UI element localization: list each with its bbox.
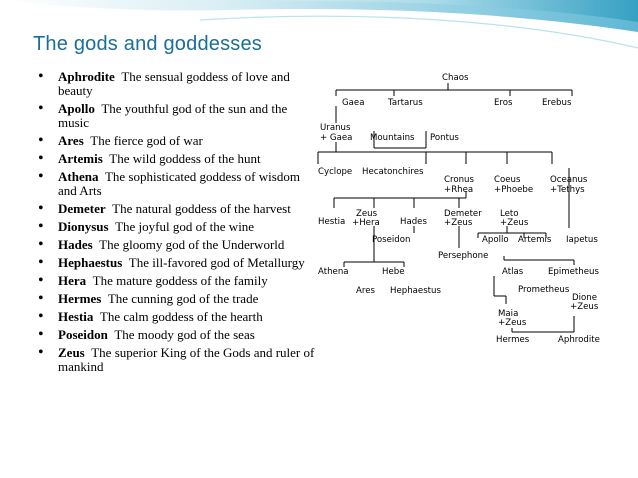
tree-node: +Rhea xyxy=(444,185,474,195)
tree-node: Ares xyxy=(356,286,375,296)
list-item xyxy=(36,152,316,166)
list-item xyxy=(36,256,316,270)
god-name: Hephaestus xyxy=(58,255,123,270)
tree-node: Hebe xyxy=(382,267,405,277)
tree-node: Eros xyxy=(494,98,513,108)
tree-node: Dione xyxy=(572,293,597,303)
tree-node: +Zeus xyxy=(444,218,473,228)
bullet-icon: • xyxy=(38,254,44,271)
tree-node: Hades xyxy=(400,217,427,227)
tree-node: +Hera xyxy=(352,218,380,228)
god-name: Artemis xyxy=(58,151,103,166)
god-description: The moody god of the seas xyxy=(114,327,255,342)
tree-node: Iapetus xyxy=(566,235,598,245)
bullet-icon: • xyxy=(38,236,44,253)
tree-node: Uranus xyxy=(320,123,351,133)
god-name: Poseidon xyxy=(58,327,108,342)
god-name: Athena xyxy=(58,169,99,184)
bullet-icon: • xyxy=(38,308,44,325)
god-description: The calm goddess of the hearth xyxy=(99,309,263,324)
family-tree-diagram xyxy=(314,68,624,358)
list-item xyxy=(36,134,316,148)
bullet-icon: • xyxy=(38,218,44,235)
tree-node: Erebus xyxy=(542,98,572,108)
tree-node: +Zeus xyxy=(500,218,529,228)
tree-node: Oceanus xyxy=(550,175,588,185)
tree-node: Chaos xyxy=(442,73,469,83)
god-description: The youthful god of the sun and the music xyxy=(58,101,288,130)
tree-node: Hermes xyxy=(496,335,530,345)
god-description: The mature goddess of the family xyxy=(92,273,268,288)
tree-node: + Gaea xyxy=(320,133,353,143)
god-description: The joyful god of the wine xyxy=(115,219,255,234)
list-item xyxy=(36,310,316,324)
tree-node: Zeus xyxy=(356,209,378,219)
list-item xyxy=(36,274,316,288)
god-name: Aphrodite xyxy=(58,69,115,84)
tree-node: Leto xyxy=(500,209,519,219)
god-name: Dionysus xyxy=(58,219,109,234)
list-item xyxy=(36,292,316,306)
god-name: Zeus xyxy=(58,345,85,360)
tree-node: +Tethys xyxy=(550,185,585,195)
god-name: Hestia xyxy=(58,309,94,324)
tree-node: Cronus xyxy=(444,175,474,185)
bullet-icon: • xyxy=(38,200,44,217)
god-name: Hades xyxy=(58,237,93,252)
tree-node: Prometheus xyxy=(518,285,570,295)
bullet-icon: • xyxy=(38,272,44,289)
tree-node: Hestia xyxy=(318,217,346,227)
tree-node: Apollo xyxy=(482,235,509,245)
bullet-icon: • xyxy=(38,344,44,361)
tree-node: Athena xyxy=(318,267,349,277)
list-item xyxy=(36,102,316,130)
god-description: The fierce god of war xyxy=(90,133,203,148)
list-item xyxy=(36,238,316,252)
tree-node: Hecatonchires xyxy=(362,167,424,177)
god-name: Demeter xyxy=(58,201,106,216)
god-description: The cunning god of the trade xyxy=(107,291,259,306)
list-item xyxy=(36,170,316,198)
tree-node: Hephaestus xyxy=(390,286,441,296)
list-item xyxy=(36,70,316,98)
god-name: Ares xyxy=(58,133,84,148)
slide-title: The gods and goddesses xyxy=(33,33,263,55)
list-item xyxy=(36,202,316,216)
god-description: The sensual goddess of love and beauty xyxy=(58,69,290,98)
bullet-icon: • xyxy=(38,290,44,307)
bullet-icon: • xyxy=(38,326,44,343)
god-name: Hera xyxy=(58,273,87,288)
god-description: The superior King of the Gods and ruler of mankind xyxy=(58,345,315,374)
god-description: The ill-favored god of Metallurgy xyxy=(128,255,305,270)
tree-node: Mountains xyxy=(370,133,415,143)
gods-list xyxy=(36,70,316,378)
god-name: Hermes xyxy=(58,291,102,306)
tree-node: Maia xyxy=(498,309,519,319)
bullet-icon: • xyxy=(38,132,44,149)
tree-node: Tartarus xyxy=(388,98,423,108)
god-description: The wild goddess of the hunt xyxy=(109,151,261,166)
tree-node: Epimetheus xyxy=(548,267,599,277)
list-item xyxy=(36,346,316,374)
tree-node: Gaea xyxy=(342,98,365,108)
bullet-icon: • xyxy=(38,150,44,167)
list-item xyxy=(36,220,316,234)
bullet-icon: • xyxy=(38,100,44,117)
bullet-icon: • xyxy=(38,168,44,185)
tree-node: Aphrodite xyxy=(558,335,600,345)
bullet-icon: • xyxy=(38,68,44,85)
god-description: The natural goddess of the harvest xyxy=(112,201,291,216)
tree-node: Poseidon xyxy=(372,235,411,245)
tree-node: Cyclope xyxy=(318,167,353,177)
god-description: The gloomy god of the Underworld xyxy=(99,237,285,252)
tree-node: Demeter xyxy=(444,209,482,219)
tree-node: Artemis xyxy=(518,235,552,245)
tree-node: +Phoebe xyxy=(494,185,534,195)
god-name: Apollo xyxy=(58,101,95,116)
tree-node: Atlas xyxy=(502,267,524,277)
god-description: The sophisticated goddess of wisdom and Arts xyxy=(58,169,300,198)
list-item xyxy=(36,328,316,342)
tree-node: +Zeus xyxy=(498,318,527,328)
tree-node: Pontus xyxy=(430,133,459,143)
tree-node: Coeus xyxy=(494,175,521,185)
tree-node: +Zeus xyxy=(570,302,599,312)
tree-node: Persephone xyxy=(438,251,489,261)
